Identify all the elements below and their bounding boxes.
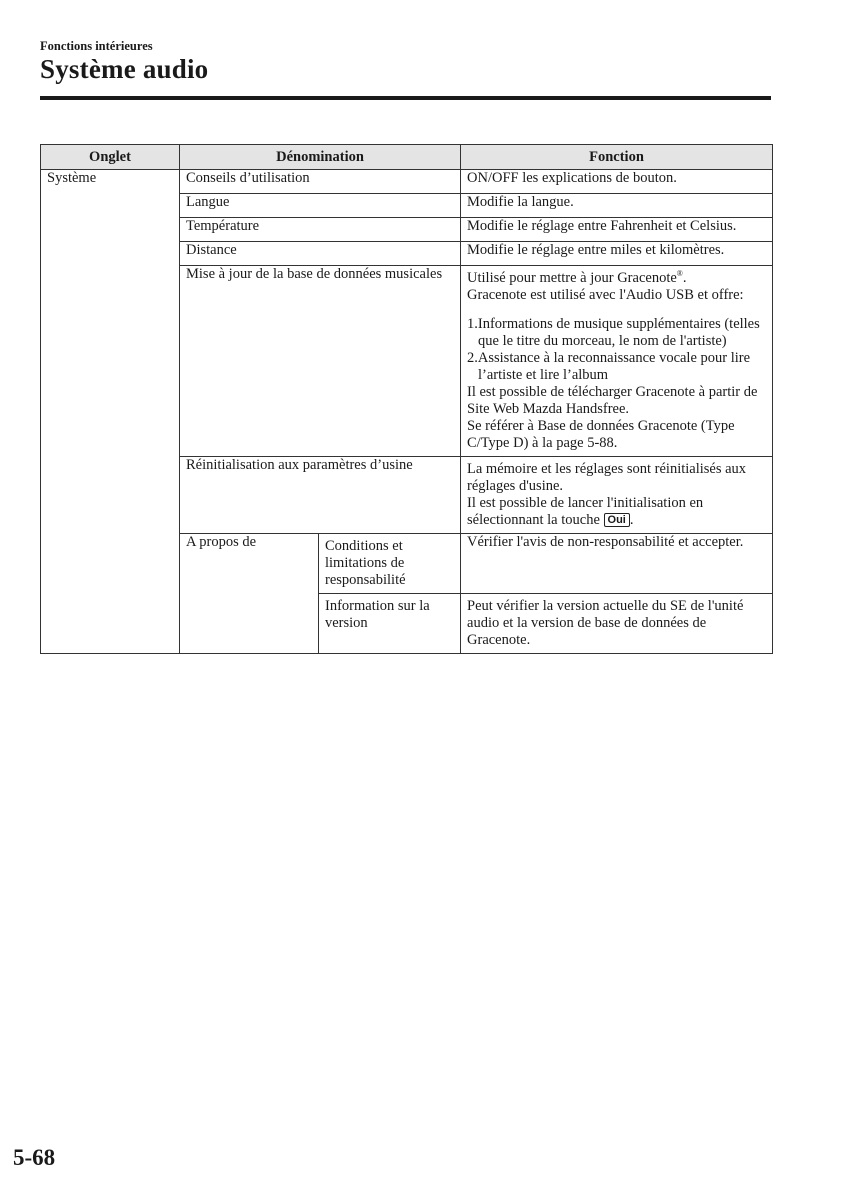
table-row bbox=[41, 170, 773, 194]
gracenote-usage: Gracenote est utilisé avec l'Audio USB et offre: bbox=[467, 287, 744, 303]
item-function: Peut vérifier la version actuelle du SE de l'unité audio et la version de base de données de Gracenote. bbox=[461, 594, 773, 654]
gracenote-download-note: Il est possible de télécharger Gracenote à partir de Site Web Mazda Handsfree. bbox=[467, 384, 758, 417]
registered-mark: ® bbox=[676, 269, 683, 279]
item-name: Réinitialisation aux paramètres d’usine bbox=[180, 457, 461, 534]
oui-button-glyph: Oui bbox=[604, 513, 630, 527]
item-function: Modifie le réglage entre miles et kilomètres. bbox=[461, 242, 773, 266]
item-function bbox=[461, 457, 773, 534]
section-label: Fonctions intérieures bbox=[40, 39, 153, 53]
gracenote-list-item-2: 2.Assistance à la reconnaissance vocale pour lire l’artiste et lire l’album bbox=[467, 350, 751, 383]
header-denomination: Dénomination bbox=[180, 145, 461, 170]
item-name: Conseils d’utilisation bbox=[180, 170, 461, 194]
sub-item-name: Conditions et limitations de responsabilité bbox=[319, 534, 461, 594]
item-function: Modifie la langue. bbox=[461, 194, 773, 218]
item-name: Mise à jour de la base de données musicales bbox=[180, 266, 461, 457]
page-title: Système audio bbox=[40, 54, 209, 84]
page-number: 5-68 bbox=[13, 1145, 56, 1170]
sub-item-name: Information sur la version bbox=[319, 594, 461, 654]
title-rule bbox=[40, 96, 771, 100]
item-function bbox=[461, 266, 773, 457]
tab-cell-systeme: Système bbox=[41, 170, 180, 654]
item-name: Langue bbox=[180, 194, 461, 218]
gracenote-reference: Se référer à Base de données Gracenote (Type C/Type D) à la page 5-88. bbox=[467, 418, 735, 451]
settings-table bbox=[40, 144, 773, 654]
item-function: Modifie le réglage entre Fahrenheit et Celsius. bbox=[461, 218, 773, 242]
item-function: ON/OFF les explications de bouton. bbox=[461, 170, 773, 194]
factory-reset-instruction: Il est possible de lancer l'initialisation en sélectionnant la touche Oui . bbox=[467, 495, 704, 528]
spacer bbox=[467, 304, 766, 316]
item-function: Vérifier l'avis de non-responsabilité et accepter. bbox=[461, 534, 773, 594]
gracenote-intro: Utilisé pour mettre à jour Gracenote®. bbox=[467, 269, 687, 286]
header-fonction: Fonction bbox=[461, 145, 773, 170]
gracenote-list-item-1: 1.Informations de musique supplémentaires (telles que le titre du morceau, le nom de l'artiste) bbox=[467, 316, 760, 349]
item-name: Température bbox=[180, 218, 461, 242]
table-header-row bbox=[41, 145, 773, 170]
item-name: A propos de bbox=[180, 534, 319, 654]
item-name: Distance bbox=[180, 242, 461, 266]
header-onglet: Onglet bbox=[41, 145, 180, 170]
factory-reset-text: La mémoire et les réglages sont réinitialisés aux réglages d'usine. bbox=[467, 461, 747, 494]
